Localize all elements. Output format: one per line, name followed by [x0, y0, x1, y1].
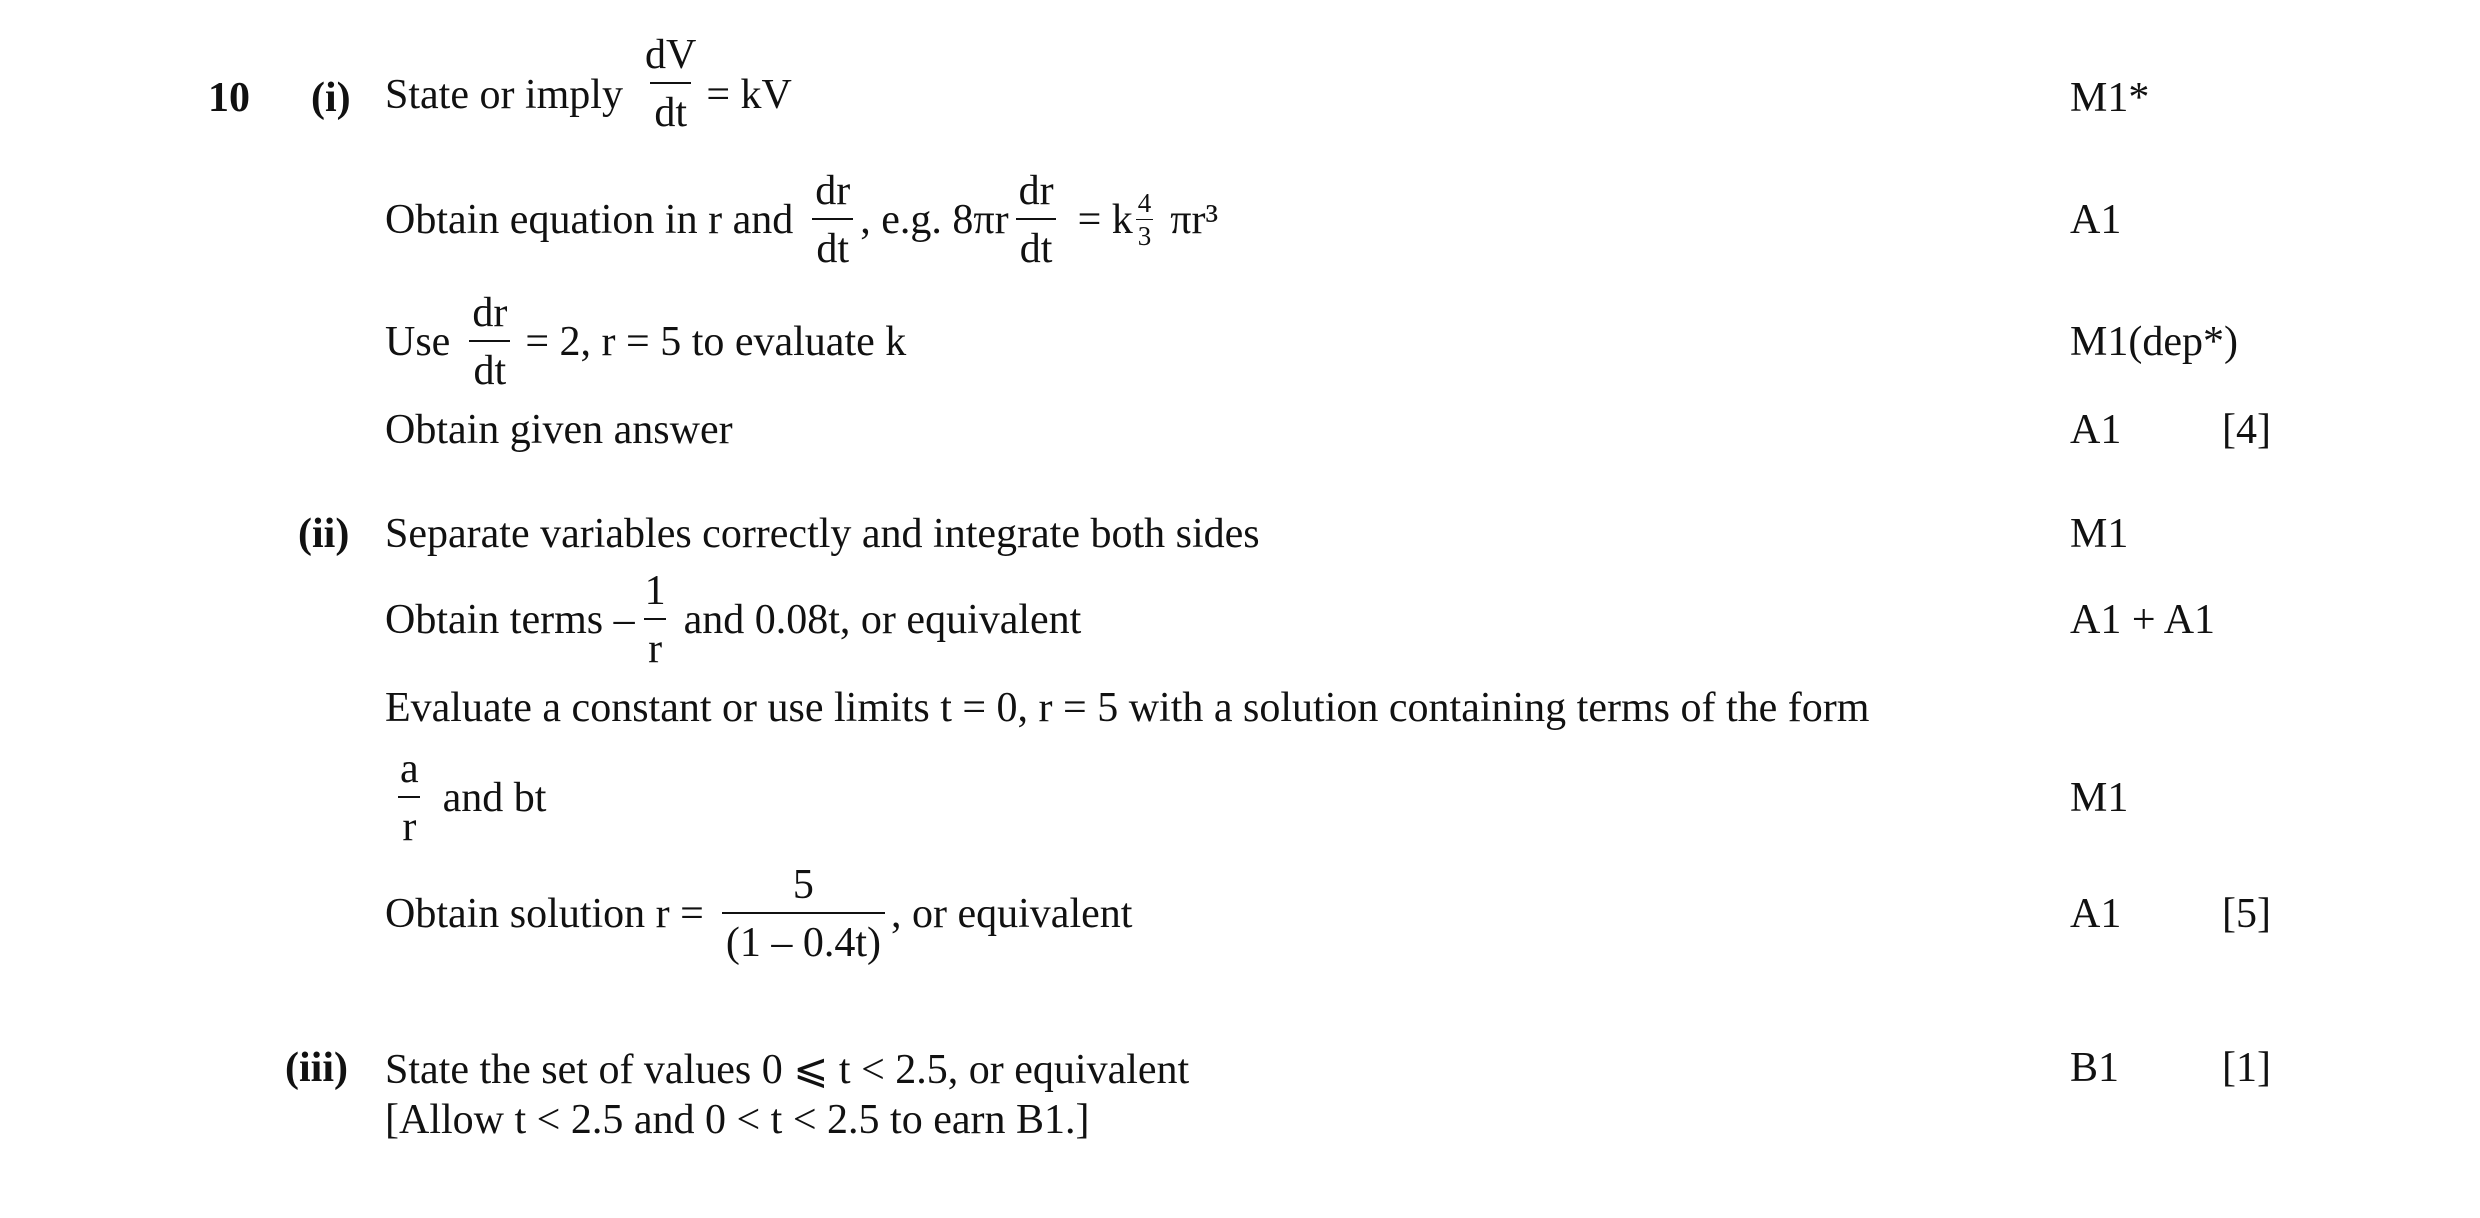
total-iii: [1] [2222, 1045, 2271, 1091]
step-text: State or imply [385, 72, 623, 118]
step-ii-5 [385, 864, 1132, 964]
step-text: = 2, r = 5 to evaluate k [525, 319, 907, 365]
step-i-1 [385, 32, 792, 136]
mark-i-2: A1 [2070, 197, 2122, 243]
mark-ii-4: M1 [2070, 775, 2129, 821]
total-i: [4] [2222, 407, 2271, 453]
part-label-i: (i) [311, 75, 351, 121]
mark-ii-2: A1 + A1 [2070, 597, 2216, 643]
mark-iii-1: B1 [2070, 1045, 2120, 1091]
fraction-dr-dt: $\frac{dr}{dt}$ [811, 170, 854, 270]
step-text: Obtain equation in r and [385, 197, 794, 243]
step-text: πr³ [1170, 197, 1219, 243]
mark-i-1: M1* [2070, 75, 2150, 121]
fraction-four-thirds: $\frac{4}{3}$ [1137, 188, 1152, 251]
mark-i-3: M1(dep*) [2070, 319, 2238, 365]
step-text: Use [385, 319, 451, 365]
step-i-2 [385, 170, 1218, 270]
fraction-dv-dt: $\frac{dV}{dt}$ [644, 32, 697, 136]
mark-ii-1: M1 [2070, 511, 2129, 557]
step-text: , e.g. 8πr [860, 197, 1009, 243]
step-text: , or equivalent [891, 891, 1133, 937]
step-text: and 0.08t, or equivalent [683, 597, 1082, 643]
step-ii-1: Separate variables correctly and integrate both sides [385, 511, 1260, 557]
mark-i-4: A1 [2070, 407, 2122, 453]
step-text: Obtain terms – [385, 597, 635, 643]
mark-ii-5: A1 [2070, 891, 2122, 937]
step-ii-4 [390, 748, 546, 848]
step-text: = kV [706, 72, 792, 118]
step-text: and bt [442, 775, 547, 821]
step-ii-3: Evaluate a constant or use limits t = 0, r = 5 with a solution containing terms of the form [385, 685, 1870, 731]
step-i-3 [385, 292, 906, 392]
step-iii-1: State the set of values 0 ⩽ t < 2.5, or equivalent [385, 1047, 1190, 1093]
part-label-iii: (iii) [285, 1045, 348, 1091]
total-ii: [5] [2222, 891, 2271, 937]
step-ii-2 [385, 570, 1081, 670]
step-iii-note: [Allow t < 2.5 and 0 < t < 2.5 to earn B1.] [385, 1097, 1090, 1143]
part-label-ii: (ii) [298, 511, 350, 557]
fraction-dr-dt: $\frac{dr}{dt}$ [1015, 170, 1058, 270]
step-i-4: Obtain given answer [385, 407, 733, 453]
fraction-one-over-r: $\frac{1}{r}$ [644, 568, 666, 672]
question-number: 10 [208, 75, 250, 121]
fraction-a-over-r: $\frac{a}{r}$ [400, 746, 419, 850]
fraction-dr-dt: $\frac{dr}{dt}$ [468, 292, 511, 392]
step-text: Obtain solution r = [385, 891, 704, 937]
fraction-solution: $\frac{5}{(1 - 0.4t)}$ [722, 864, 885, 964]
step-text: = k [1077, 197, 1133, 243]
